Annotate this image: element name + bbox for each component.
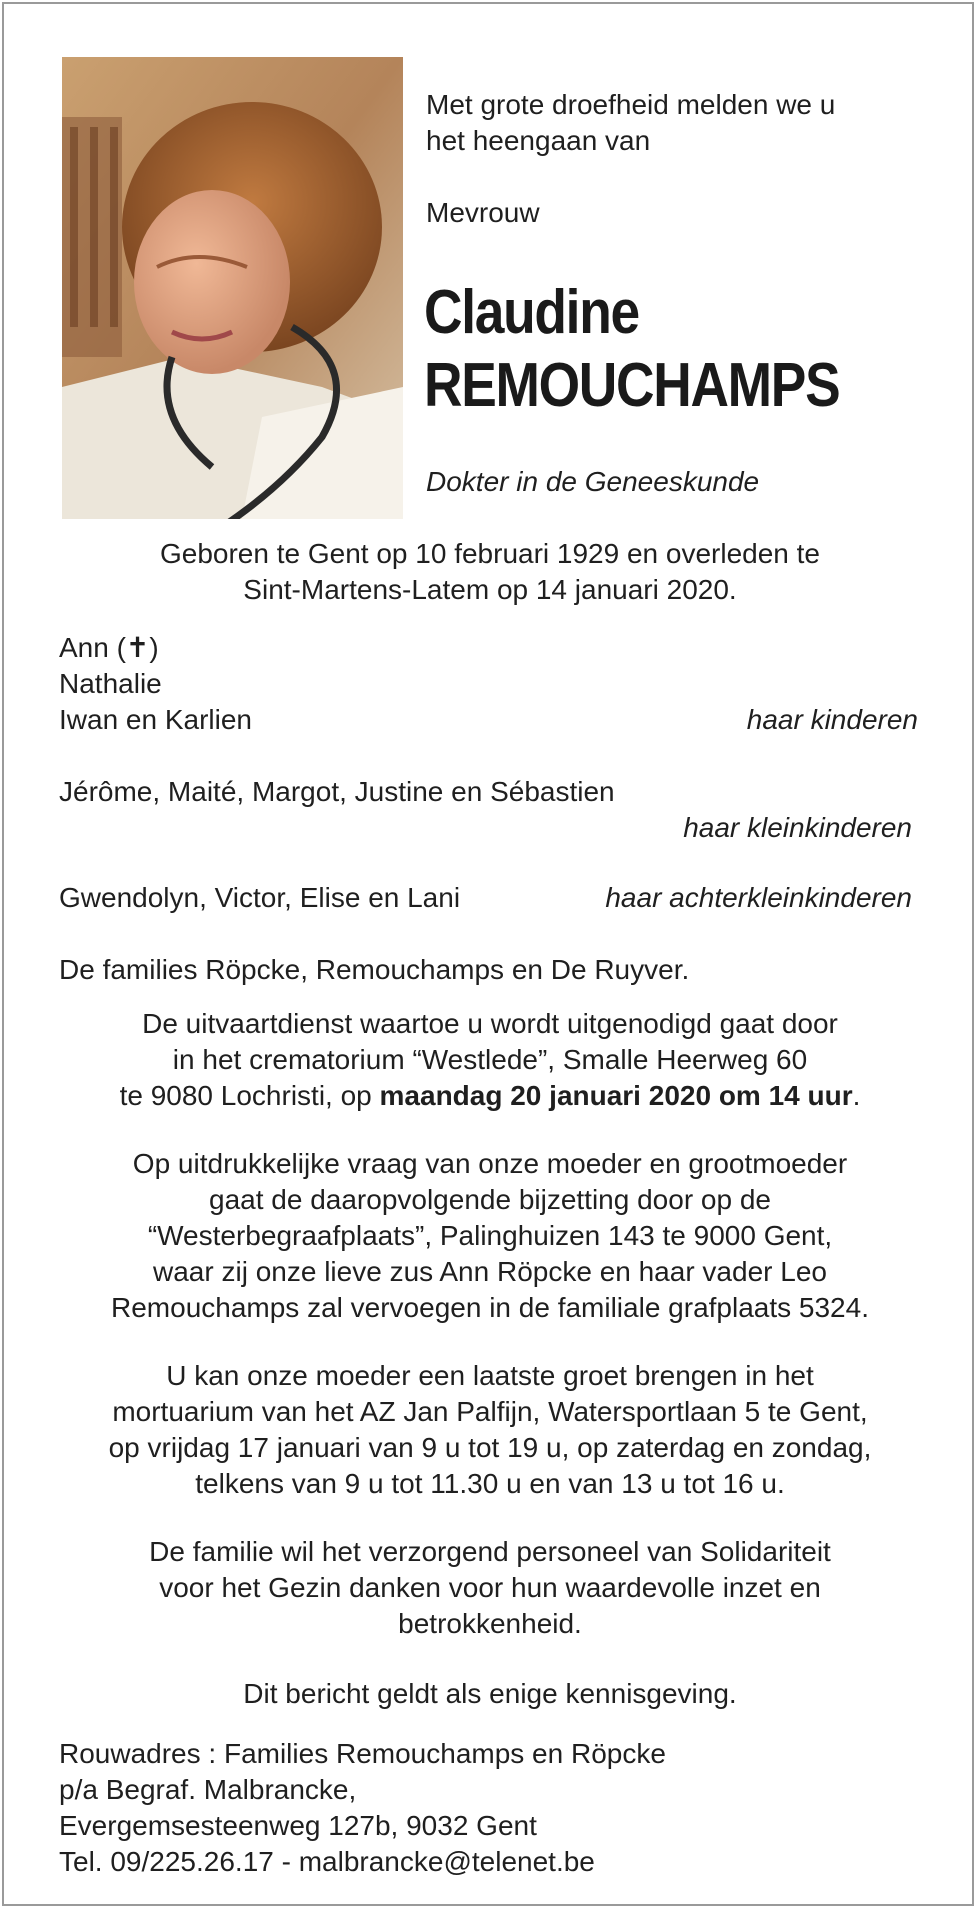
deceased-name (424, 276, 839, 422)
birth-line-1: Geboren te Gent op 10 februari 1929 en overleden te (159, 538, 821, 569)
children-list (59, 630, 252, 738)
service-line-2: in het crematorium “Westlede”, Smalle Heerweg 60 (172, 1044, 808, 1075)
visitation-line: U kan onze moeder een laatste groet brengen in het (166, 1360, 814, 1391)
service-line-3-prefix: te 9080 Lochristi, op (119, 1080, 380, 1111)
intro-text (426, 87, 835, 159)
child-name: Nathalie (59, 668, 162, 699)
great-grandchildren-label: haar achterkleinkinderen (605, 882, 912, 913)
notice-line: Dit bericht geldt als enige kennisgeving. (243, 1678, 737, 1709)
address-line: Evergemsesteenweg 127b, 9032 Gent (59, 1810, 537, 1841)
service-date-time: maandag 20 januari 2020 om 14 uur (379, 1080, 853, 1111)
last-name: REMOUCHAMPS (424, 351, 840, 420)
families-line: De families Röpcke, Remouchamps en De Ruyver. (59, 954, 690, 985)
burial-line: “Westerbegraafplaats”, Palinghuizen 143 te 9000 Gent, (147, 1220, 833, 1251)
birth-death-info (0, 536, 980, 608)
service-line-1: De uitvaartdienst waartoe u wordt uitgenodigd gaat door (142, 1008, 838, 1039)
thanks-line: betrokkenheid. (398, 1608, 582, 1639)
address-line: Rouwadres : Families Remouchamps en Röpcke (59, 1738, 666, 1769)
grandchildren-label: haar kleinkinderen (683, 812, 912, 843)
visitation-line: mortuarium van het AZ Jan Palfijn, Watersportlaan 5 te Gent, (112, 1396, 868, 1427)
honorific: Mevrouw (426, 197, 540, 228)
address-line: Tel. 09/225.26.17 - malbrancke@telenet.be (59, 1846, 595, 1877)
child-name: Iwan en Karlien (59, 704, 253, 735)
birth-line-2: Sint-Martens-Latem op 14 januari 2020. (243, 574, 737, 605)
visitation-line: telkens van 9 u tot 11.30 u en van 13 u tot 16 u. (195, 1468, 785, 1499)
children-label: haar kinderen (746, 704, 918, 735)
thanks-info (0, 1534, 980, 1642)
grandchildren-names: Jérôme, Maité, Margot, Justine en Sébastien (59, 776, 615, 807)
burial-line: Remouchamps zal vervoegen in de familiale grafplaats 5324. (111, 1292, 869, 1323)
visitation-line: op vrijdag 17 januari van 9 u tot 19 u, op zaterdag en zondag, (108, 1432, 872, 1463)
first-name: Claudine (424, 278, 639, 347)
burial-line: gaat de daaropvolgende bijzetting door op de (209, 1184, 771, 1215)
address-line: p/a Begraf. Malbrancke, (59, 1774, 357, 1805)
great-grandchildren-names: Gwendolyn, Victor, Elise en Lani (59, 882, 461, 913)
intro-line-2: het heengaan van (426, 125, 651, 156)
child-name: Ann (✝) (59, 632, 159, 663)
visitation-info (0, 1358, 980, 1502)
service-info (0, 1006, 980, 1114)
thanks-line: De familie wil het verzorgend personeel van Solidariteit (149, 1536, 831, 1567)
service-line-3-suffix: . (852, 1080, 861, 1111)
burial-line: Op uitdrukkelijke vraag van onze moeder en grootmoeder (132, 1148, 848, 1179)
burial-line: waar zij onze lieve zus Ann Röpcke en haar vader Leo (153, 1256, 827, 1287)
mourning-address (59, 1736, 666, 1880)
intro-line-1: Met grote droefheid melden we u (426, 89, 836, 120)
service-line-3 (0, 1078, 980, 1114)
portrait-photo (62, 57, 403, 519)
thanks-line: voor het Gezin danken voor hun waardevolle inzet en (159, 1572, 821, 1603)
burial-info (0, 1146, 980, 1326)
profession: Dokter in de Geneeskunde (426, 466, 760, 497)
